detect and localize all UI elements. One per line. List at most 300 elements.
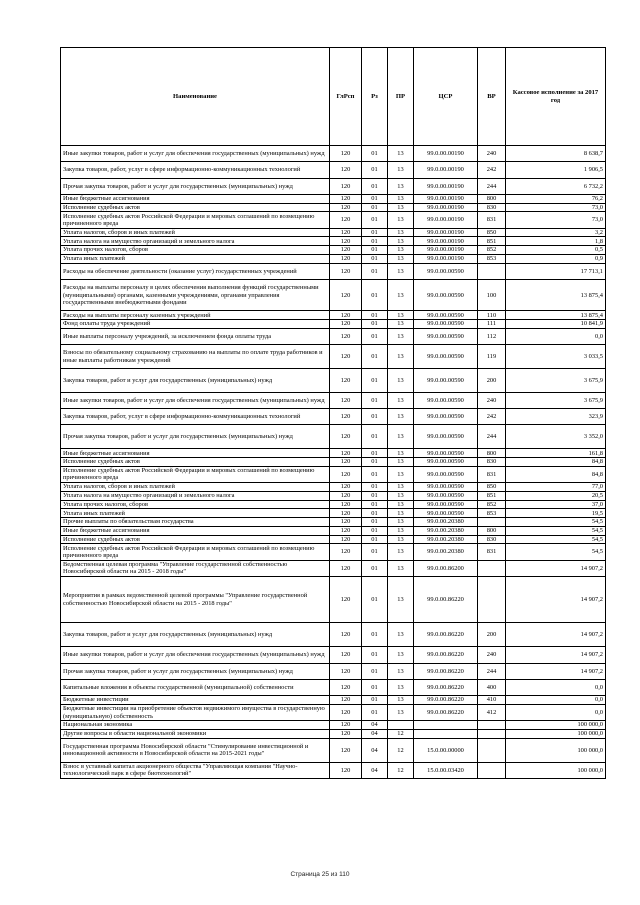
cell-vr (478, 762, 506, 778)
cell-csr: 99.0.00.00190 (414, 228, 478, 237)
cell-exec: 73,0 (506, 203, 606, 212)
cell-name: Уплата налога на имущество организаций и земельного налога (61, 237, 330, 246)
cell-name: Исполнение судебных актов Российской Федерации и мировых соглашений по возмещению причиненного вреда (61, 466, 330, 482)
cell-name: Иные закупки товаров, работ и услуг для обеспечения государственных (муниципальных) нужд (61, 146, 330, 162)
cell-pr: 13 (388, 623, 414, 647)
cell-name: Иные закупки товаров, работ и услуг для обеспечения государственных (муниципальных) нужд (61, 647, 330, 663)
cell-pr: 13 (388, 279, 414, 310)
cell-name: Бюджетные инвестиции на приобретение объектов недвижимого имущества в государственную (муниципальную) собственность (61, 704, 330, 720)
cell-rz: 04 (362, 721, 388, 730)
cell-exec: 20,5 (506, 491, 606, 500)
page-footer: Страница 25 из 110 (290, 871, 350, 878)
cell-exec: 0,0 (506, 679, 606, 695)
cell-name: Расходы на выплаты персоналу казенных учреждений (61, 311, 330, 320)
cell-rz: 01 (362, 311, 388, 320)
cell-glrsp: 120 (330, 509, 362, 518)
cell-exec: 54,5 (506, 526, 606, 535)
cell-pr: 13 (388, 560, 414, 576)
cell-pr: 13 (388, 246, 414, 255)
cell-exec: 73,0 (506, 212, 606, 228)
cell-vr: 830 (478, 535, 506, 544)
cell-csr: 99.0.00.00590 (414, 409, 478, 425)
cell-name: Фонд оплаты труда учреждений (61, 320, 330, 329)
cell-name: Мероприятия в рамках ведомственной целевой программы "Управление государственной собственностью Новосибирской области на 2015 - 2018 годы" (61, 576, 330, 623)
table-row (61, 369, 606, 393)
cell-vr: 831 (478, 544, 506, 560)
cell-vr: 852 (478, 500, 506, 509)
cell-vr: 110 (478, 311, 506, 320)
table-row (61, 425, 606, 449)
cell-glrsp: 120 (330, 311, 362, 320)
cell-vr: 830 (478, 203, 506, 212)
cell-pr: 13 (388, 311, 414, 320)
cell-glrsp: 120 (330, 518, 362, 527)
cell-glrsp: 120 (330, 263, 362, 279)
cell-exec: 54,5 (506, 518, 606, 527)
cell-exec: 14 907,2 (506, 663, 606, 679)
cell-csr: 99.0.00.00190 (414, 178, 478, 194)
cell-vr: 400 (478, 679, 506, 695)
cell-name: Взносы по обязательному социальному страхованию на выплаты по оплате труда работников и иные выплаты работникам учреждений (61, 345, 330, 369)
cell-vr: 240 (478, 392, 506, 408)
cell-vr: 244 (478, 663, 506, 679)
cell-pr: 13 (388, 162, 414, 178)
cell-exec: 0,0 (506, 704, 606, 720)
cell-vr: 800 (478, 526, 506, 535)
cell-exec: 100 000,0 (506, 762, 606, 778)
cell-vr (478, 576, 506, 623)
header-vr: ВР (478, 48, 506, 146)
cell-glrsp: 120 (330, 738, 362, 762)
cell-rz: 01 (362, 146, 388, 162)
cell-rz: 01 (362, 518, 388, 527)
cell-name: Национальная экономика (61, 721, 330, 730)
cell-rz: 01 (362, 162, 388, 178)
cell-name: Капитальные вложения в объекты государственной (муниципальной) собственности (61, 679, 330, 695)
table-row (61, 194, 606, 203)
cell-csr: 99.0.00.20380 (414, 535, 478, 544)
cell-glrsp: 120 (330, 729, 362, 738)
cell-csr: 99.0.00.00190 (414, 237, 478, 246)
cell-name: Взнос в уставный капитал акционерного общества "Управляющая компания "Научно-технологический парк в сфере биотехнологий" (61, 762, 330, 778)
cell-exec: 3,2 (506, 228, 606, 237)
cell-pr: 13 (388, 228, 414, 237)
table-header-row (61, 48, 606, 146)
cell-vr: 240 (478, 146, 506, 162)
cell-vr: 850 (478, 483, 506, 492)
cell-rz: 01 (362, 425, 388, 449)
cell-glrsp: 120 (330, 203, 362, 212)
cell-glrsp: 120 (330, 544, 362, 560)
table-row (61, 146, 606, 162)
cell-rz: 01 (362, 679, 388, 695)
cell-rz: 01 (362, 320, 388, 329)
cell-exec: 3 352,0 (506, 425, 606, 449)
cell-exec: 14 907,2 (506, 647, 606, 663)
cell-csr: 15.0.00.03420 (414, 762, 478, 778)
cell-pr: 13 (388, 526, 414, 535)
cell-pr: 13 (388, 483, 414, 492)
table-row (61, 762, 606, 778)
cell-exec: 84,8 (506, 458, 606, 467)
cell-vr: 100 (478, 279, 506, 310)
cell-glrsp: 120 (330, 560, 362, 576)
cell-exec: 3 033,5 (506, 345, 606, 369)
table-row (61, 623, 606, 647)
cell-rz: 01 (362, 704, 388, 720)
cell-rz: 01 (362, 369, 388, 393)
cell-vr: 242 (478, 409, 506, 425)
cell-vr: 244 (478, 178, 506, 194)
cell-rz: 01 (362, 491, 388, 500)
cell-exec: 100 000,0 (506, 721, 606, 730)
cell-rz: 04 (362, 762, 388, 778)
cell-pr: 13 (388, 194, 414, 203)
cell-glrsp: 120 (330, 237, 362, 246)
cell-csr: 99.0.00.00590 (414, 449, 478, 458)
cell-csr: 99.0.00.00190 (414, 146, 478, 162)
cell-pr: 13 (388, 146, 414, 162)
cell-name: Прочая закупка товаров, работ и услуг для государственных (муниципальных) нужд (61, 663, 330, 679)
cell-rz: 01 (362, 535, 388, 544)
cell-name: Исполнение судебных актов (61, 458, 330, 467)
cell-glrsp: 120 (330, 146, 362, 162)
cell-vr (478, 738, 506, 762)
cell-csr: 99.0.00.86220 (414, 663, 478, 679)
cell-csr: 99.0.00.86220 (414, 576, 478, 623)
cell-csr: 99.0.00.20380 (414, 518, 478, 527)
cell-csr: 99.0.00.00190 (414, 212, 478, 228)
cell-rz: 01 (362, 194, 388, 203)
header-csr: ЦСР (414, 48, 478, 146)
cell-csr: 99.0.00.00190 (414, 246, 478, 255)
cell-name: Уплата иных платежей (61, 254, 330, 263)
cell-name: Бюджетные инвестиции (61, 696, 330, 705)
cell-vr: 830 (478, 458, 506, 467)
cell-csr: 99.0.00.20380 (414, 544, 478, 560)
cell-exec: 8 638,7 (506, 146, 606, 162)
cell-glrsp: 120 (330, 194, 362, 203)
cell-rz: 01 (362, 203, 388, 212)
cell-rz: 01 (362, 560, 388, 576)
cell-csr (414, 721, 478, 730)
cell-pr: 13 (388, 663, 414, 679)
table-row (61, 704, 606, 720)
cell-vr: 800 (478, 449, 506, 458)
cell-pr: 12 (388, 762, 414, 778)
cell-glrsp: 120 (330, 483, 362, 492)
cell-name: Исполнение судебных актов Российской Федерации и мировых соглашений по возмещению причиненного вреда (61, 544, 330, 560)
cell-name: Уплата налогов, сборов и иных платежей (61, 483, 330, 492)
cell-pr: 13 (388, 679, 414, 695)
cell-pr (388, 721, 414, 730)
cell-vr (478, 518, 506, 527)
cell-csr: 99.0.00.86220 (414, 647, 478, 663)
cell-glrsp: 120 (330, 663, 362, 679)
cell-csr: 99.0.00.00190 (414, 203, 478, 212)
cell-exec: 0,0 (506, 328, 606, 344)
cell-glrsp: 120 (330, 279, 362, 310)
cell-vr: 851 (478, 237, 506, 246)
cell-glrsp: 120 (330, 328, 362, 344)
table-row (61, 311, 606, 320)
table-row (61, 409, 606, 425)
cell-csr: 99.0.00.00190 (414, 194, 478, 203)
table-row (61, 663, 606, 679)
cell-csr: 99.0.00.00590 (414, 392, 478, 408)
table-row (61, 320, 606, 329)
cell-pr: 13 (388, 263, 414, 279)
cell-name: Иные закупки товаров, работ и услуг для обеспечения государственных (муниципальных) нужд (61, 392, 330, 408)
cell-vr: 410 (478, 696, 506, 705)
table-row (61, 466, 606, 482)
cell-pr: 13 (388, 392, 414, 408)
cell-exec: 6 732,2 (506, 178, 606, 194)
cell-pr: 13 (388, 178, 414, 194)
table-row (61, 560, 606, 576)
cell-exec: 0,0 (506, 696, 606, 705)
cell-pr: 13 (388, 500, 414, 509)
cell-name: Расходы на обеспечение деятельности (оказание услуг) государственных учреждений (61, 263, 330, 279)
cell-name: Закупка товаров, работ и услуг для государственных (муниципальных) нужд (61, 369, 330, 393)
cell-name: Уплата налогов, сборов и иных платежей (61, 228, 330, 237)
cell-pr: 13 (388, 696, 414, 705)
cell-vr: 831 (478, 212, 506, 228)
table-row (61, 576, 606, 623)
cell-glrsp: 120 (330, 228, 362, 237)
cell-glrsp: 120 (330, 491, 362, 500)
cell-exec: 13 875,4 (506, 311, 606, 320)
cell-glrsp: 120 (330, 409, 362, 425)
cell-pr: 13 (388, 203, 414, 212)
cell-pr: 13 (388, 369, 414, 393)
table-row (61, 203, 606, 212)
cell-vr (478, 721, 506, 730)
cell-vr: 800 (478, 194, 506, 203)
cell-glrsp: 120 (330, 345, 362, 369)
cell-vr (478, 729, 506, 738)
cell-csr: 15.0.00.00000 (414, 738, 478, 762)
cell-rz: 04 (362, 738, 388, 762)
header-rz: Рз (362, 48, 388, 146)
cell-pr: 13 (388, 518, 414, 527)
cell-glrsp: 120 (330, 178, 362, 194)
cell-name: Иные бюджетные ассигнования (61, 194, 330, 203)
cell-vr: 412 (478, 704, 506, 720)
cell-pr: 12 (388, 729, 414, 738)
cell-glrsp: 120 (330, 696, 362, 705)
cell-glrsp: 120 (330, 623, 362, 647)
cell-csr: 99.0.00.86220 (414, 704, 478, 720)
cell-name: Прочая закупка товаров, работ и услуг для государственных (муниципальных) нужд (61, 425, 330, 449)
cell-rz: 01 (362, 212, 388, 228)
cell-name: Уплата прочих налогов, сборов (61, 246, 330, 255)
cell-name: Ведомственная целевая программа "Управление государственной собственностью Новосибирской области на 2015 - 2018 годы" (61, 560, 330, 576)
cell-vr (478, 560, 506, 576)
table-row (61, 392, 606, 408)
cell-vr (478, 263, 506, 279)
cell-rz: 01 (362, 466, 388, 482)
cell-csr: 99.0.00.00590 (414, 425, 478, 449)
cell-csr: 99.0.00.00590 (414, 345, 478, 369)
cell-vr: 852 (478, 246, 506, 255)
table-row (61, 458, 606, 467)
cell-csr: 99.0.00.86200 (414, 560, 478, 576)
cell-vr: 200 (478, 369, 506, 393)
cell-glrsp: 120 (330, 254, 362, 263)
cell-exec: 54,5 (506, 544, 606, 560)
cell-rz: 01 (362, 623, 388, 647)
cell-rz: 04 (362, 729, 388, 738)
cell-vr: 853 (478, 509, 506, 518)
cell-exec: 76,2 (506, 194, 606, 203)
table-row (61, 449, 606, 458)
cell-pr: 13 (388, 320, 414, 329)
table-row (61, 738, 606, 762)
cell-exec: 14 907,2 (506, 623, 606, 647)
cell-rz: 01 (362, 279, 388, 310)
cell-name: Расходы на выплаты персоналу в целях обеспечения выполнения функций государственными (муниципальными) органами, казенными учреждениями, органами управления государственными внебюджетными фондами (61, 279, 330, 310)
cell-exec: 84,8 (506, 466, 606, 482)
table-row (61, 696, 606, 705)
table-row (61, 509, 606, 518)
cell-csr: 99.0.00.00590 (414, 320, 478, 329)
cell-glrsp: 120 (330, 320, 362, 329)
cell-pr: 13 (388, 704, 414, 720)
cell-csr: 99.0.00.86220 (414, 623, 478, 647)
table-row (61, 279, 606, 310)
cell-glrsp: 120 (330, 762, 362, 778)
cell-rz: 01 (362, 409, 388, 425)
table-row (61, 328, 606, 344)
cell-glrsp: 120 (330, 679, 362, 695)
table-row (61, 228, 606, 237)
cell-name: Иные бюджетные ассигнования (61, 526, 330, 535)
cell-pr: 13 (388, 491, 414, 500)
budget-execution-table (60, 47, 606, 779)
cell-csr: 99.0.00.00590 (414, 263, 478, 279)
cell-name: Закупка товаров, работ и услуг для государственных (муниципальных) нужд (61, 623, 330, 647)
cell-name: Уплата прочих налогов, сборов (61, 500, 330, 509)
cell-glrsp: 120 (330, 246, 362, 255)
cell-exec: 13 875,4 (506, 279, 606, 310)
cell-pr: 13 (388, 254, 414, 263)
table-row (61, 535, 606, 544)
cell-rz: 01 (362, 509, 388, 518)
cell-glrsp: 120 (330, 392, 362, 408)
cell-exec: 54,5 (506, 535, 606, 544)
cell-exec: 14 907,2 (506, 560, 606, 576)
cell-glrsp: 120 (330, 212, 362, 228)
cell-vr: 853 (478, 254, 506, 263)
cell-csr: 99.0.00.86220 (414, 679, 478, 695)
cell-rz: 01 (362, 458, 388, 467)
cell-vr: 850 (478, 228, 506, 237)
cell-rz: 01 (362, 544, 388, 560)
cell-glrsp: 120 (330, 647, 362, 663)
cell-rz: 01 (362, 663, 388, 679)
cell-glrsp: 120 (330, 458, 362, 467)
cell-vr: 240 (478, 647, 506, 663)
cell-rz: 01 (362, 246, 388, 255)
cell-csr: 99.0.00.00590 (414, 491, 478, 500)
table-row (61, 721, 606, 730)
cell-exec: 17 713,1 (506, 263, 606, 279)
cell-rz: 01 (362, 526, 388, 535)
cell-rz: 01 (362, 237, 388, 246)
cell-name: Государственная программа Новосибирской области "Стимулирование инвестиционной и инновационной активности в Новосибирской области на 2015-2021 годы" (61, 738, 330, 762)
cell-vr: 242 (478, 162, 506, 178)
table-row (61, 237, 606, 246)
cell-name: Иные бюджетные ассигнования (61, 449, 330, 458)
cell-pr: 13 (388, 425, 414, 449)
cell-glrsp: 120 (330, 425, 362, 449)
cell-exec: 14 907,2 (506, 576, 606, 623)
cell-pr: 13 (388, 458, 414, 467)
cell-csr: 99.0.00.00590 (414, 509, 478, 518)
cell-rz: 01 (362, 696, 388, 705)
cell-exec: 0,9 (506, 254, 606, 263)
cell-vr: 112 (478, 328, 506, 344)
table-row (61, 483, 606, 492)
cell-rz: 01 (362, 345, 388, 369)
table-row (61, 254, 606, 263)
table-row (61, 345, 606, 369)
table-row (61, 491, 606, 500)
cell-exec: 1 906,5 (506, 162, 606, 178)
table-row (61, 544, 606, 560)
cell-name: Другие вопросы в области национальной экономики (61, 729, 330, 738)
cell-vr: 200 (478, 623, 506, 647)
cell-name: Уплата иных платежей (61, 509, 330, 518)
cell-pr: 13 (388, 237, 414, 246)
cell-pr: 13 (388, 576, 414, 623)
table-row (61, 526, 606, 535)
cell-rz: 01 (362, 328, 388, 344)
cell-csr: 99.0.00.00590 (414, 466, 478, 482)
cell-name: Исполнение судебных актов (61, 535, 330, 544)
table-row (61, 178, 606, 194)
table-row (61, 500, 606, 509)
table-body (61, 146, 606, 779)
cell-name: Иные выплаты персоналу учреждений, за исключением фонда оплаты труда (61, 328, 330, 344)
cell-name: Исполнение судебных актов Российской Федерации и мировых соглашений по возмещению причиненного вреда (61, 212, 330, 228)
cell-vr: 111 (478, 320, 506, 329)
cell-exec: 323,9 (506, 409, 606, 425)
cell-csr: 99.0.00.00590 (414, 311, 478, 320)
cell-glrsp: 120 (330, 369, 362, 393)
cell-glrsp: 120 (330, 466, 362, 482)
table-row (61, 647, 606, 663)
cell-exec: 100 000,0 (506, 729, 606, 738)
cell-exec: 161,8 (506, 449, 606, 458)
cell-rz: 01 (362, 254, 388, 263)
cell-glrsp: 120 (330, 721, 362, 730)
cell-glrsp: 120 (330, 535, 362, 544)
cell-exec: 100 000,0 (506, 738, 606, 762)
cell-csr: 99.0.00.00190 (414, 254, 478, 263)
cell-pr: 13 (388, 212, 414, 228)
table-row (61, 679, 606, 695)
cell-csr: 99.0.00.20380 (414, 526, 478, 535)
cell-pr: 13 (388, 544, 414, 560)
cell-csr: 99.0.00.00590 (414, 369, 478, 393)
cell-pr: 13 (388, 535, 414, 544)
cell-name: Исполнение судебных актов (61, 203, 330, 212)
cell-pr: 13 (388, 328, 414, 344)
table-row (61, 518, 606, 527)
header-pr: ПР (388, 48, 414, 146)
